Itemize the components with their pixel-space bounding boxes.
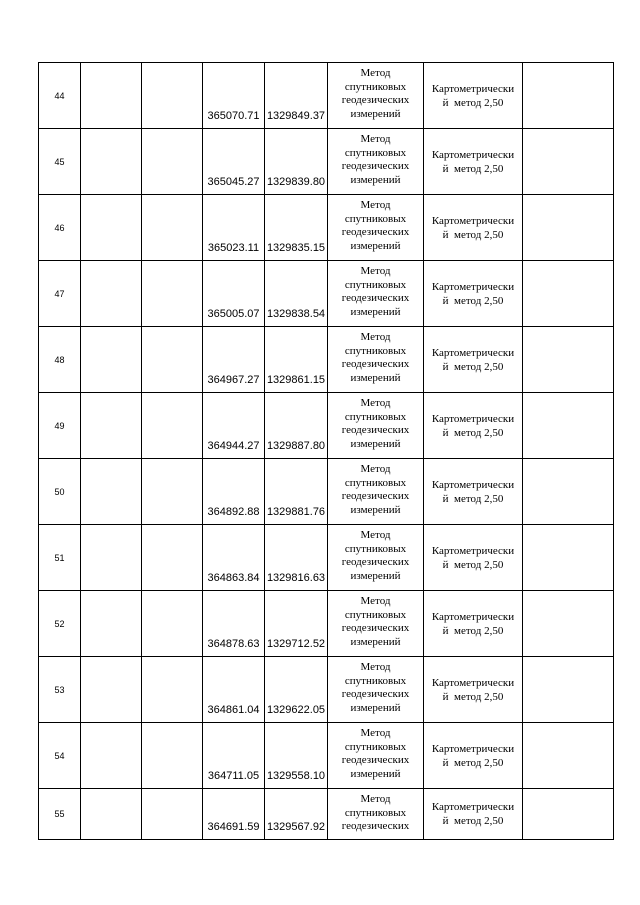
x-coordinate: 364863.84 [207, 572, 260, 584]
y-coordinate: 1329558.10 [266, 770, 326, 782]
x-coordinate-cell [203, 591, 265, 657]
empty-cell [81, 129, 142, 195]
method-cell [328, 591, 424, 657]
table-row [39, 723, 614, 789]
method-text-line: спутниковых [344, 344, 407, 357]
accuracy-text-line: й метод 2,50 [442, 360, 504, 373]
method-text-line: Метод [360, 661, 391, 673]
empty-cell [523, 195, 614, 261]
empty-cell [81, 393, 142, 459]
empty-cell [523, 459, 614, 525]
method-text-line: измерений [350, 569, 401, 582]
point-number: 48 [54, 354, 65, 365]
accuracy-text-line: Картометрически [431, 742, 515, 755]
accuracy-text-line: й метод 2,50 [442, 624, 504, 637]
table-row [39, 63, 614, 129]
accuracy-text-line: Картометрически [431, 478, 515, 491]
table-row [39, 657, 614, 723]
y-coordinate-cell [265, 789, 328, 840]
accuracy-text-line: й метод 2,50 [442, 558, 504, 571]
accuracy-cell [424, 789, 523, 840]
x-coordinate: 365070.71 [207, 110, 260, 122]
y-coordinate: 1329835.15 [266, 242, 326, 254]
accuracy-cell [424, 525, 523, 591]
point-number: 54 [54, 750, 65, 761]
table-row [39, 525, 614, 591]
y-coordinate-cell [265, 591, 328, 657]
accuracy-cell [424, 723, 523, 789]
empty-cell [523, 789, 614, 840]
method-text-line: геодезических [341, 820, 410, 832]
point-number: 47 [54, 288, 65, 299]
y-coordinate: 1329887.80 [266, 440, 326, 452]
accuracy-cell [424, 591, 523, 657]
empty-cell [81, 525, 142, 591]
method-cell [328, 789, 424, 840]
method-text-line: спутниковых [344, 212, 407, 225]
point-number-cell [39, 723, 81, 789]
empty-cell [142, 525, 203, 591]
method-text-line: геодезических [341, 94, 410, 106]
accuracy-text-line: Картометрически [431, 412, 515, 425]
point-number-cell [39, 261, 81, 327]
method-text-line: измерений [350, 305, 401, 318]
y-coordinate: 1329839.80 [266, 176, 326, 188]
y-coordinate-cell [265, 195, 328, 261]
table-row [39, 261, 614, 327]
empty-cell [81, 459, 142, 525]
y-coordinate-cell [265, 261, 328, 327]
x-coordinate: 364944.27 [207, 440, 260, 452]
empty-cell [142, 195, 203, 261]
method-cell [328, 129, 424, 195]
method-text-line: спутниковых [344, 806, 407, 819]
method-text-line: Метод [360, 331, 391, 343]
method-text-line: спутниковых [344, 542, 407, 555]
x-coordinate: 365005.07 [207, 308, 260, 320]
method-text-line: геодезических [341, 688, 410, 700]
y-coordinate: 1329881.76 [266, 506, 326, 518]
empty-cell [523, 327, 614, 393]
point-number: 53 [54, 684, 65, 695]
x-coordinate: 364967.27 [207, 374, 260, 386]
accuracy-text-line: Картометрически [431, 148, 515, 161]
x-coordinate-cell [203, 393, 265, 459]
empty-cell [81, 327, 142, 393]
point-number: 45 [54, 156, 65, 167]
method-text-line: спутниковых [344, 608, 407, 621]
accuracy-text-line: Картометрически [431, 676, 515, 689]
method-cell [328, 261, 424, 327]
accuracy-text-line: Картометрически [431, 82, 515, 95]
accuracy-cell [424, 393, 523, 459]
x-coordinate: 365023.11 [207, 242, 260, 254]
accuracy-cell [424, 129, 523, 195]
point-number-cell [39, 657, 81, 723]
x-coordinate-cell [203, 129, 265, 195]
point-number-cell [39, 393, 81, 459]
y-coordinate: 1329622.05 [266, 704, 326, 716]
method-text-line: измерений [350, 173, 401, 186]
empty-cell [142, 63, 203, 129]
method-text-line: геодезических [341, 490, 410, 502]
method-text-line: спутниковых [344, 146, 407, 159]
accuracy-cell [424, 63, 523, 129]
empty-cell [142, 591, 203, 657]
method-text-line: измерений [350, 107, 401, 120]
x-coordinate: 364861.04 [207, 704, 260, 716]
method-text-line: измерений [350, 437, 401, 450]
method-text-line: спутниковых [344, 674, 407, 687]
y-coordinate: 1329712.52 [266, 638, 326, 650]
accuracy-text-line: й метод 2,50 [442, 162, 504, 175]
x-coordinate-cell [203, 723, 265, 789]
table-row [39, 789, 614, 840]
method-cell [328, 63, 424, 129]
x-coordinate-cell [203, 195, 265, 261]
coordinates-table-body [39, 63, 614, 840]
x-coordinate-cell [203, 327, 265, 393]
point-number-cell [39, 591, 81, 657]
x-coordinate-cell [203, 63, 265, 129]
empty-cell [142, 657, 203, 723]
method-text-line: измерений [350, 767, 401, 780]
y-coordinate: 1329567.92 [266, 821, 326, 833]
accuracy-text-line: й метод 2,50 [442, 690, 504, 703]
accuracy-text-line: й метод 2,50 [442, 294, 504, 307]
accuracy-text-line: Картометрически [431, 801, 515, 813]
table-row [39, 195, 614, 261]
empty-cell [81, 261, 142, 327]
accuracy-text-line: й метод 2,50 [442, 426, 504, 439]
table-row [39, 393, 614, 459]
method-text-line: геодезических [341, 226, 410, 238]
point-number: 55 [54, 809, 65, 819]
empty-cell [142, 459, 203, 525]
y-coordinate: 1329816.63 [266, 572, 326, 584]
method-text-line: Метод [360, 265, 391, 277]
y-coordinate: 1329849.37 [266, 110, 326, 122]
table-row [39, 327, 614, 393]
point-number-cell [39, 789, 81, 840]
method-cell [328, 657, 424, 723]
method-cell [328, 459, 424, 525]
x-coordinate: 364691.59 [207, 821, 260, 833]
accuracy-cell [424, 261, 523, 327]
method-text-line: Метод [360, 463, 391, 475]
accuracy-text-line: Картометрически [431, 346, 515, 359]
method-text-line: Метод [360, 727, 391, 739]
accuracy-text-line: й метод 2,50 [442, 492, 504, 505]
empty-cell [142, 393, 203, 459]
empty-cell [81, 591, 142, 657]
empty-cell [523, 657, 614, 723]
y-coordinate-cell [265, 657, 328, 723]
method-text-line: спутниковых [344, 410, 407, 423]
y-coordinate-cell [265, 525, 328, 591]
method-text-line: спутниковых [344, 278, 407, 291]
method-text-line: Метод [360, 595, 391, 607]
method-text-line: измерений [350, 239, 401, 252]
accuracy-text-line: й метод 2,50 [442, 756, 504, 769]
y-coordinate-cell [265, 327, 328, 393]
y-coordinate: 1329861.15 [266, 374, 326, 386]
point-number: 49 [54, 420, 65, 431]
method-text-line: геодезических [341, 424, 410, 436]
method-text-line: Метод [360, 529, 391, 541]
accuracy-cell [424, 657, 523, 723]
method-text-line: измерений [350, 701, 401, 714]
point-number: 44 [54, 90, 65, 101]
empty-cell [523, 63, 614, 129]
empty-cell [523, 723, 614, 789]
x-coordinate: 364711.05 [207, 770, 260, 782]
accuracy-text-line: Картометрически [431, 610, 515, 623]
table-row [39, 591, 614, 657]
table-row [39, 129, 614, 195]
method-text-line: измерений [350, 635, 401, 648]
accuracy-text-line: Картометрически [431, 214, 515, 227]
point-number: 51 [54, 552, 65, 563]
y-coordinate-cell [265, 393, 328, 459]
empty-cell [81, 63, 142, 129]
method-cell [328, 525, 424, 591]
empty-cell [81, 195, 142, 261]
accuracy-cell [424, 327, 523, 393]
accuracy-text-line: й метод 2,50 [442, 228, 504, 241]
empty-cell [523, 129, 614, 195]
empty-cell [142, 789, 203, 840]
point-number-cell [39, 459, 81, 525]
empty-cell [81, 657, 142, 723]
method-text-line: геодезических [341, 358, 410, 370]
method-text-line: спутниковых [344, 740, 407, 753]
method-cell [328, 327, 424, 393]
method-text-line: геодезических [341, 292, 410, 304]
method-text-line: измерений [350, 503, 401, 516]
y-coordinate-cell [265, 129, 328, 195]
point-number: 46 [54, 222, 65, 233]
point-number: 50 [54, 486, 65, 497]
x-coordinate: 365045.27 [207, 176, 260, 188]
empty-cell [81, 789, 142, 840]
y-coordinate-cell [265, 63, 328, 129]
empty-cell [81, 723, 142, 789]
method-text-line: геодезических [341, 556, 410, 568]
method-text-line: геодезических [341, 754, 410, 766]
method-text-line: Метод [360, 793, 391, 805]
point-number-cell [39, 129, 81, 195]
method-text-line: Метод [360, 199, 391, 211]
x-coordinate: 364878.63 [207, 638, 260, 650]
empty-cell [523, 525, 614, 591]
method-text-line: Метод [360, 67, 391, 79]
method-text-line: Метод [360, 397, 391, 409]
point-number-cell [39, 63, 81, 129]
method-cell [328, 723, 424, 789]
point-number-cell [39, 327, 81, 393]
method-cell [328, 393, 424, 459]
accuracy-cell [424, 195, 523, 261]
coordinates-table [38, 62, 614, 840]
empty-cell [523, 393, 614, 459]
method-text-line: спутниковых [344, 476, 407, 489]
x-coordinate-cell [203, 261, 265, 327]
y-coordinate-cell [265, 459, 328, 525]
y-coordinate-cell [265, 723, 328, 789]
x-coordinate-cell [203, 789, 265, 840]
method-text-line: измерений [350, 371, 401, 384]
point-number-cell [39, 195, 81, 261]
point-number: 52 [54, 618, 65, 629]
y-coordinate: 1329838.54 [266, 308, 326, 320]
method-cell [328, 195, 424, 261]
method-text-line: геодезических [341, 160, 410, 172]
accuracy-cell [424, 459, 523, 525]
empty-cell [523, 591, 614, 657]
accuracy-text-line: Картометрически [431, 280, 515, 293]
accuracy-text-line: Картометрически [431, 544, 515, 557]
table-row [39, 459, 614, 525]
x-coordinate-cell [203, 657, 265, 723]
point-number-cell [39, 525, 81, 591]
empty-cell [142, 327, 203, 393]
x-coordinate-cell [203, 459, 265, 525]
accuracy-text-line: й метод 2,50 [442, 815, 504, 827]
x-coordinate: 364892.88 [207, 506, 260, 518]
x-coordinate-cell [203, 525, 265, 591]
method-text-line: геодезических [341, 622, 410, 634]
empty-cell [142, 129, 203, 195]
method-text-line: спутниковых [344, 80, 407, 93]
empty-cell [523, 261, 614, 327]
empty-cell [142, 723, 203, 789]
empty-cell [142, 261, 203, 327]
accuracy-text-line: й метод 2,50 [442, 96, 504, 109]
method-text-line: Метод [360, 133, 391, 145]
